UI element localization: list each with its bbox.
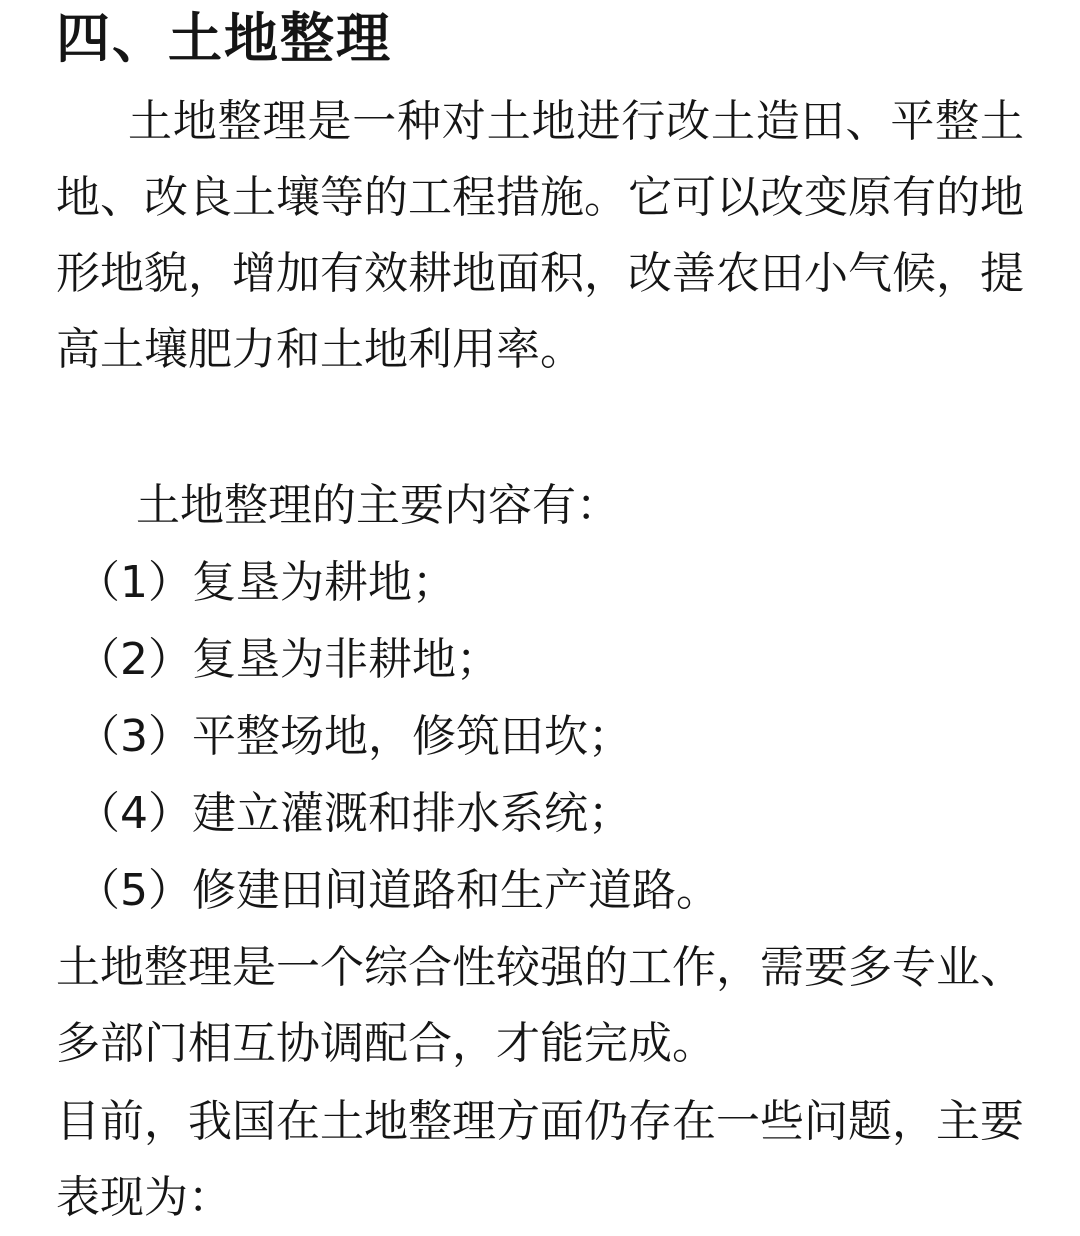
intro-paragraph: 土地整理是一种对土地进行改土造田、平整土地、改良土壤等的工程措施。它可以改变原有的地形地貌，增加有效耕地面积，改善农田小气候，提高土壤肥力和土地利用率。 <box>56 96 1024 375</box>
main-contents-intro: 土地整理的主要内容有： <box>136 480 620 531</box>
summary-paragraph: 土地整理是一个综合性较强的工作，需要多专业、多部门相互协调配合，才能完成。 <box>56 942 1024 1069</box>
list-item: （3）平整场地，修筑田坎； <box>76 711 632 762</box>
list-item: （4）建立灌溉和排水系统； <box>76 788 632 839</box>
list-item: （5）修建田间道路和生产道路。 <box>76 865 720 916</box>
contents-list <box>76 544 720 929</box>
list-item: （2）复垦为非耕地； <box>76 634 500 685</box>
section-heading: 四、土地整理 <box>56 7 392 70</box>
list-item: （1）复垦为耕地； <box>76 557 456 608</box>
problems-intro-paragraph: 目前，我国在土地整理方面仍存在一些问题，主要表现为： <box>56 1096 1024 1223</box>
